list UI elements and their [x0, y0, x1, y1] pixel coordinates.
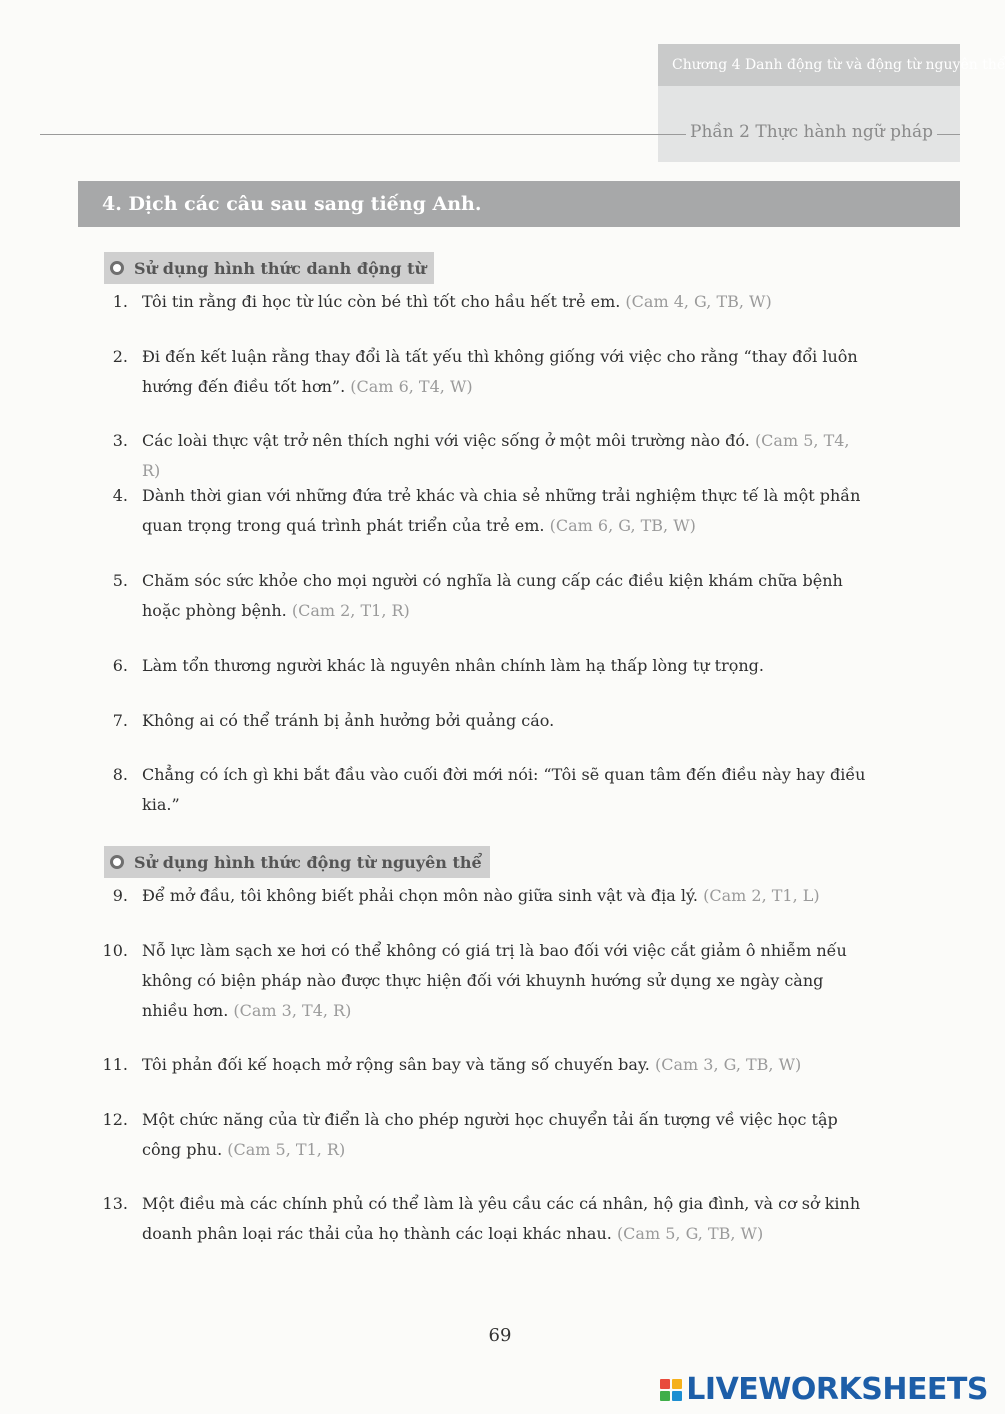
list-item: [100, 706, 870, 736]
item-number: 3.: [112, 431, 128, 450]
list-item: [100, 651, 870, 681]
item-source: (Cam 4, G, TB, W): [625, 292, 772, 311]
brand-name: LIVEWORKSHEETS: [686, 1372, 988, 1407]
item-number: 4.: [112, 486, 128, 505]
item-number: 7.: [112, 711, 128, 730]
item-number: 6.: [112, 656, 128, 675]
section-heading-gerund: [104, 252, 434, 284]
list-item: [100, 481, 870, 541]
part-title: Phần 2 Thực hành ngữ pháp: [686, 118, 937, 146]
section-title: Sử dụng hình thức động từ nguyên thể: [134, 852, 482, 872]
item-source: (Cam 6, G, TB, W): [549, 516, 696, 535]
item-source: (Cam 3, G, TB, W): [654, 1055, 802, 1074]
item-source: (Cam 5, T1, R): [227, 1140, 346, 1159]
chapter-title: Chương 4 Danh động từ và động từ nguyên thể: [658, 44, 960, 86]
item-text: Các loài thực vật trở nên thích nghi với việc sống ở một môi trường nào đó.: [142, 431, 750, 450]
circle-bullet-icon: [110, 261, 124, 275]
list-item: [100, 426, 870, 486]
item-source: (Cam 2, T1, L): [703, 886, 820, 905]
liveworksheets-logo-icon: [660, 1379, 682, 1401]
section-title: Sử dụng hình thức danh động từ: [134, 258, 427, 278]
item-number: 10.: [102, 941, 128, 960]
section-heading-infinitive: [104, 846, 490, 878]
list-item: [100, 1189, 870, 1249]
list-item: [100, 936, 870, 1026]
list-item: [100, 760, 870, 820]
item-text: Tôi phản đối kế hoạch mở rộng sân bay và tăng số chuyến bay.: [142, 1055, 650, 1074]
list-item: [100, 566, 870, 626]
item-source: (Cam 3, T4, R): [233, 1001, 352, 1020]
item-text: Chẳng có ích gì khi bắt đầu vào cuối đời mới nói: “Tôi sẽ quan tâm đến điều này hay điều kia.”: [142, 765, 866, 814]
item-number: 13.: [102, 1194, 128, 1213]
item-source: (Cam 5, G, TB, W): [616, 1224, 764, 1243]
item-text: Để mở đầu, tôi không biết phải chọn môn nào giữa sinh vật và địa lý.: [142, 886, 699, 905]
item-source: (Cam 6, T4, W): [350, 377, 473, 396]
item-text: Dành thời gian với những đứa trẻ khác và chia sẻ những trải nghiệm thực tế là một phần quan trọng trong quá trình phát triển của trẻ em.: [142, 486, 861, 535]
liveworksheets-logo[interactable]: [660, 1372, 988, 1407]
list-item: [100, 1105, 870, 1165]
item-text: Một điều mà các chính phủ có thể làm là yêu cầu các cá nhân, hộ gia đình, và cơ sở kinh doanh phân loại rác thải của họ thành các loại khác nhau.: [142, 1194, 861, 1243]
item-text: Đi đến kết luận rằng thay đổi là tất yếu thì không giống với việc cho rằng “thay đổi luôn hướng đến điều tốt hơn”.: [142, 347, 858, 396]
item-text: Làm tổn thương người khác là nguyên nhân chính làm hạ thấp lòng tự trọng.: [142, 656, 764, 675]
item-source: (Cam 2, T1, R): [291, 601, 410, 620]
item-text: Tôi tin rằng đi học từ lúc còn bé thì tốt cho hầu hết trẻ em.: [142, 292, 621, 311]
item-number: 9.: [112, 886, 128, 905]
page-number: 69: [488, 1325, 512, 1346]
item-number: 2.: [112, 347, 128, 366]
circle-bullet-icon: [110, 855, 124, 869]
exercise-title: 4. Dịch các câu sau sang tiếng Anh.: [78, 181, 960, 227]
list-item: [100, 342, 870, 402]
item-number: 11.: [102, 1055, 128, 1074]
item-number: 5.: [112, 571, 128, 590]
list-item: [100, 881, 870, 911]
item-text: Một chức năng của từ điển là cho phép người học chuyển tải ấn tượng về việc học tập công phu.: [142, 1110, 838, 1159]
item-text: Nỗ lực làm sạch xe hơi có thể không có giá trị là bao đối với việc cắt giảm ô nhiễm nếu không có biện pháp nào được thực hiện đối với khuynh hướng sử dụng xe ngày càng nhiều hơn.: [142, 941, 847, 1020]
item-number: 8.: [112, 765, 128, 784]
item-number: 1.: [112, 292, 128, 311]
item-text: Chăm sóc sức khỏe cho mọi người có nghĩa là cung cấp các điều kiện khám chữa bệnh hoặc phòng bệnh.: [142, 571, 843, 620]
item-number: 12.: [102, 1110, 128, 1129]
item-text: Không ai có thể tránh bị ảnh hưởng bởi quảng cáo.: [142, 711, 555, 730]
list-item: [100, 287, 870, 317]
list-item: [100, 1050, 870, 1080]
item-source: (Cam 5, T4, R): [142, 431, 850, 480]
